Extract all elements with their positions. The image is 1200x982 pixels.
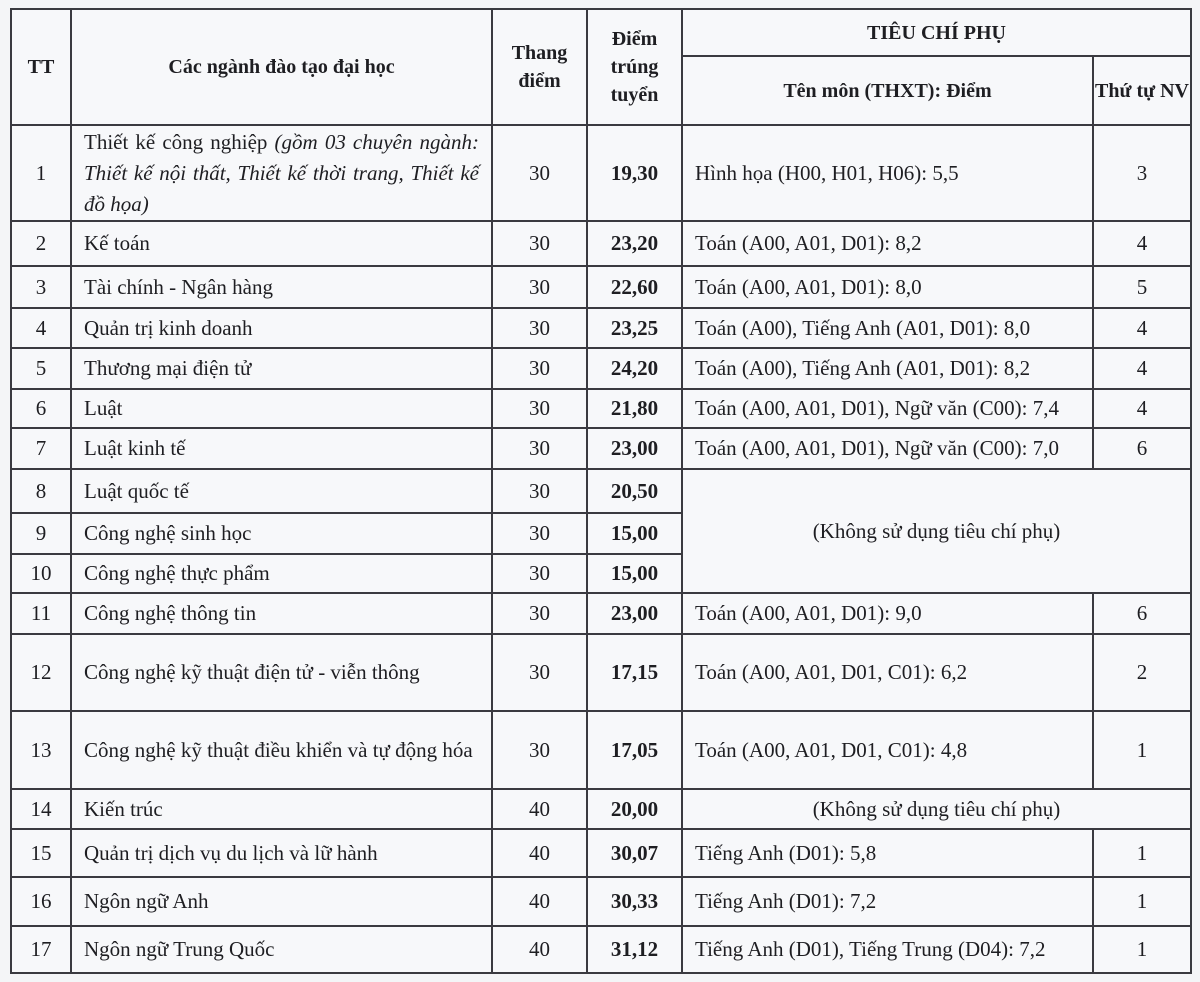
row-score: 30,33 xyxy=(587,877,682,926)
table-row xyxy=(11,428,1191,469)
row-criteria: Toán (A00, A01, D01), Ngữ văn (C00): 7,0 xyxy=(682,428,1093,469)
header-tt: TT xyxy=(11,9,71,125)
row-nv: 3 xyxy=(1093,125,1191,221)
table-row xyxy=(11,926,1191,973)
row-criteria: Toán (A00, A01, D01, C01): 4,8 xyxy=(682,711,1093,789)
row-major: Luật xyxy=(71,389,492,428)
row-score: 24,20 xyxy=(587,348,682,389)
row-criteria: Toán (A00, A01, D01): 8,0 xyxy=(682,266,1093,308)
row-index: 1 xyxy=(11,125,71,221)
table-row xyxy=(11,634,1191,711)
row-criteria: Toán (A00), Tiếng Anh (A01, D01): 8,0 xyxy=(682,308,1093,348)
table-row xyxy=(11,266,1191,308)
row-index: 2 xyxy=(11,221,71,266)
row-scale: 40 xyxy=(492,877,587,926)
row-scale: 30 xyxy=(492,266,587,308)
row-index: 3 xyxy=(11,266,71,308)
row-criteria: Toán (A00, A01, D01), Ngữ văn (C00): 7,4 xyxy=(682,389,1093,428)
header-major: Các ngành đào tạo đại học xyxy=(71,9,492,125)
row-index: 5 xyxy=(11,348,71,389)
table-row xyxy=(11,125,1191,221)
row-index: 16 xyxy=(11,877,71,926)
row-score: 17,05 xyxy=(587,711,682,789)
row-major: Công nghệ thực phẩm xyxy=(71,554,492,593)
header-score: Điểm trúng tuyển xyxy=(587,9,682,125)
row-nv: 1 xyxy=(1093,877,1191,926)
row-scale: 30 xyxy=(492,428,587,469)
header-criteria-subject: Tên môn (THXT): Điểm xyxy=(682,56,1093,125)
row-criteria: Toán (A00, A01, D01): 8,2 xyxy=(682,221,1093,266)
row-scale: 30 xyxy=(492,634,587,711)
row-index: 4 xyxy=(11,308,71,348)
table-row xyxy=(11,221,1191,266)
row-index: 6 xyxy=(11,389,71,428)
row-major xyxy=(71,125,492,221)
table-row xyxy=(11,348,1191,389)
row-scale: 40 xyxy=(492,926,587,973)
row-index: 7 xyxy=(11,428,71,469)
table-row xyxy=(11,829,1191,877)
row-major: Kiến trúc xyxy=(71,789,492,829)
row-scale: 30 xyxy=(492,125,587,221)
row-nv: 1 xyxy=(1093,926,1191,973)
row-criteria: Tiếng Anh (D01): 5,8 xyxy=(682,829,1093,877)
row-criteria: Toán (A00, A01, D01, C01): 6,2 xyxy=(682,634,1093,711)
row-score: 23,00 xyxy=(587,428,682,469)
row-score: 15,00 xyxy=(587,554,682,593)
row-scale: 40 xyxy=(492,829,587,877)
row-major: Công nghệ thông tin xyxy=(71,593,492,634)
major-note: (gồm 03 chuyên ngành: Thiết kế nội thất, Thiết kế thời trang, Thiết kế đồ họa) xyxy=(84,129,479,216)
header-criteria-order: Thứ tự NV xyxy=(1093,56,1191,125)
table-row xyxy=(11,789,1191,829)
row-major: Tài chính - Ngân hàng xyxy=(71,266,492,308)
row-index: 8 xyxy=(11,469,71,513)
row-scale: 40 xyxy=(492,789,587,829)
row-nv: 4 xyxy=(1093,348,1191,389)
row-criteria: Tiếng Anh (D01): 7,2 xyxy=(682,877,1093,926)
row-score: 23,25 xyxy=(587,308,682,348)
row-score: 19,30 xyxy=(587,125,682,221)
major-name: Thiết kế công nghiệp xyxy=(84,129,268,154)
row-major: Thương mại điện tử xyxy=(71,348,492,389)
row-index: 17 xyxy=(11,926,71,973)
row-nv: 4 xyxy=(1093,389,1191,428)
row-major: Luật kinh tế xyxy=(71,428,492,469)
row-major: Ngôn ngữ Trung Quốc xyxy=(71,926,492,973)
row-nv: 6 xyxy=(1093,428,1191,469)
header-scale: Thang điểm xyxy=(492,9,587,125)
table-row xyxy=(11,469,1191,513)
row-scale: 30 xyxy=(492,554,587,593)
no-criteria-note: (Không sử dụng tiêu chí phụ) xyxy=(682,469,1191,593)
row-score: 31,12 xyxy=(587,926,682,973)
row-criteria: Hình họa (H00, H01, H06): 5,5 xyxy=(682,125,1093,221)
row-scale: 30 xyxy=(492,389,587,428)
row-index: 11 xyxy=(11,593,71,634)
row-index: 12 xyxy=(11,634,71,711)
row-score: 23,20 xyxy=(587,221,682,266)
row-nv: 2 xyxy=(1093,634,1191,711)
row-score: 17,15 xyxy=(587,634,682,711)
row-score: 22,60 xyxy=(587,266,682,308)
header-criteria-group: TIÊU CHÍ PHỤ xyxy=(682,9,1191,56)
row-scale: 30 xyxy=(492,711,587,789)
row-nv: 4 xyxy=(1093,221,1191,266)
row-major: Quản trị kinh doanh xyxy=(71,308,492,348)
table-row xyxy=(11,877,1191,926)
table-row xyxy=(11,308,1191,348)
row-index: 10 xyxy=(11,554,71,593)
row-index: 15 xyxy=(11,829,71,877)
row-major: Kế toán xyxy=(71,221,492,266)
row-scale: 30 xyxy=(492,513,587,554)
row-scale: 30 xyxy=(492,221,587,266)
row-score: 15,00 xyxy=(587,513,682,554)
row-criteria: Tiếng Anh (D01), Tiếng Trung (D04): 7,2 xyxy=(682,926,1093,973)
table-row xyxy=(11,593,1191,634)
row-scale: 30 xyxy=(492,593,587,634)
row-major: Ngôn ngữ Anh xyxy=(71,877,492,926)
row-index: 13 xyxy=(11,711,71,789)
row-scale: 30 xyxy=(492,469,587,513)
row-index: 14 xyxy=(11,789,71,829)
row-major: Công nghệ kỹ thuật điều khiển và tự động hóa xyxy=(71,711,492,789)
row-criteria: Toán (A00), Tiếng Anh (A01, D01): 8,2 xyxy=(682,348,1093,389)
row-nv: 6 xyxy=(1093,593,1191,634)
admission-scores-table xyxy=(10,8,1192,974)
row-nv: 5 xyxy=(1093,266,1191,308)
row-score: 30,07 xyxy=(587,829,682,877)
row-nv: 1 xyxy=(1093,829,1191,877)
row-scale: 30 xyxy=(492,348,587,389)
row-score: 21,80 xyxy=(587,389,682,428)
row-score: 20,50 xyxy=(587,469,682,513)
table-row xyxy=(11,711,1191,789)
row-nv: 4 xyxy=(1093,308,1191,348)
row-scale: 30 xyxy=(492,308,587,348)
table-row xyxy=(11,389,1191,428)
no-criteria-note: (Không sử dụng tiêu chí phụ) xyxy=(682,789,1191,829)
row-criteria: Toán (A00, A01, D01): 9,0 xyxy=(682,593,1093,634)
row-major: Công nghệ sinh học xyxy=(71,513,492,554)
row-major: Công nghệ kỹ thuật điện tử - viễn thông xyxy=(71,634,492,711)
row-nv: 1 xyxy=(1093,711,1191,789)
row-major: Luật quốc tế xyxy=(71,469,492,513)
row-score: 23,00 xyxy=(587,593,682,634)
row-major: Quản trị dịch vụ du lịch và lữ hành xyxy=(71,829,492,877)
row-index: 9 xyxy=(11,513,71,554)
row-score: 20,00 xyxy=(587,789,682,829)
